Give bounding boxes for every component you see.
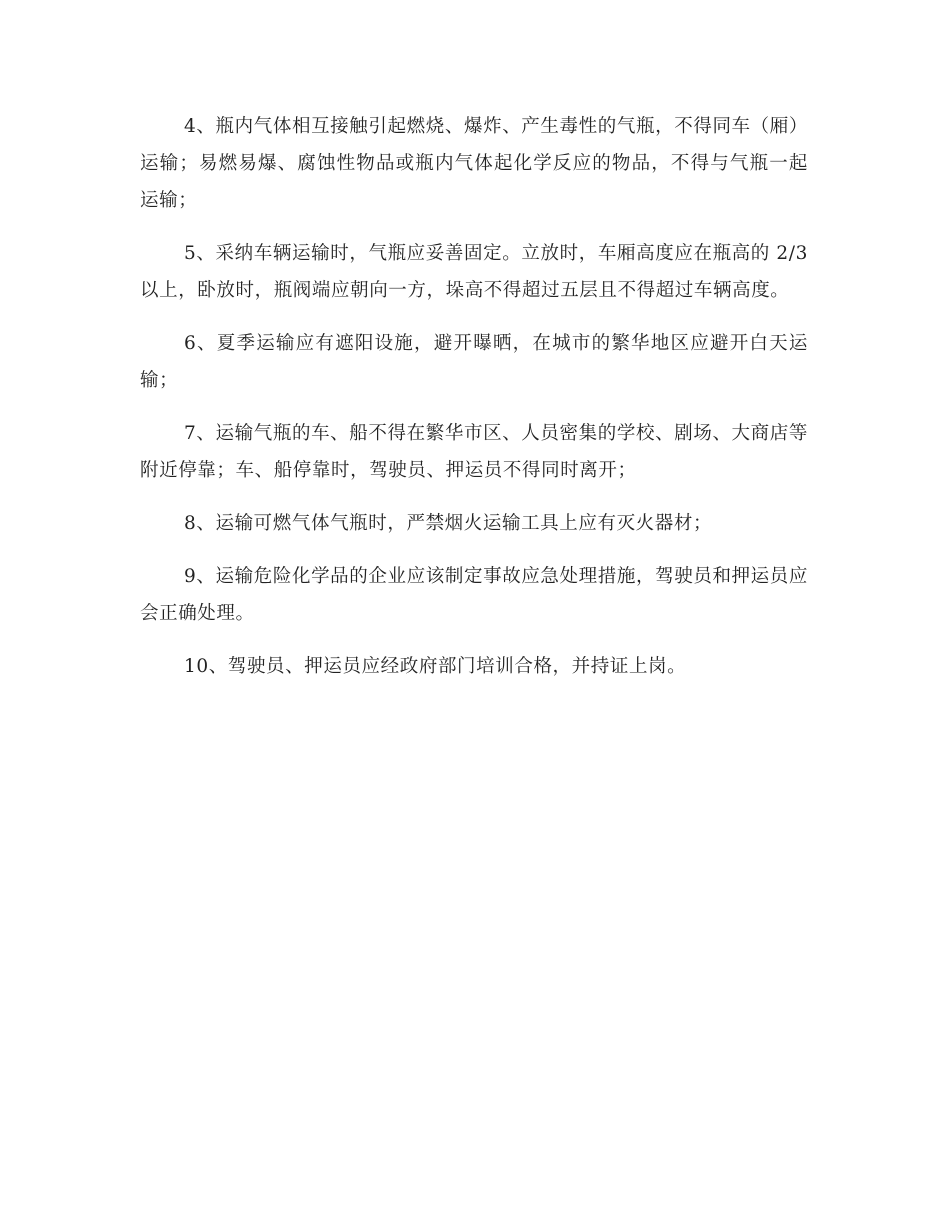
paragraph-item-5: 5、采纳车辆运输时，气瓶应妥善固定。立放时，车厢高度应在瓶高的 2/3 以上，卧放时，瓶阀端应朝向一方，垛高不得超过五层且不得超过车辆高度。 bbox=[140, 243, 808, 301]
paragraph-item-8: 8、运输可燃气体气瓶时，严禁烟火运输工具上应有灭火器材； bbox=[184, 513, 713, 534]
paragraph-item-10: 10、驾驶员、押运员应经政府部门培训合格，并持证上岗。 bbox=[184, 656, 687, 677]
paragraph-item-7: 7、运输气瓶的车、船不得在繁华市区、人员密集的学校、剧场、大商店等附近停靠；车、船停靠时，驾驶员、押运员不得同时离开； bbox=[140, 423, 808, 481]
paragraph-item-4: 4、瓶内气体相互接触引起燃烧、爆炸、产生毒性的气瓶，不得同车（厢）运输；易燃易爆、腐蚀性物品或瓶内气体起化学反应的物品，不得与气瓶一起运输； bbox=[140, 116, 808, 211]
document-body bbox=[140, 108, 808, 701]
paragraph-item-9: 9、运输危险化学品的企业应该制定事故应急处理措施，驾驶员和押运员应会正确处理。 bbox=[140, 566, 808, 624]
paragraph-item-6: 6、夏季运输应有遮阳设施，避开曝晒，在城市的繁华地区应避开白天运输； bbox=[140, 333, 808, 391]
